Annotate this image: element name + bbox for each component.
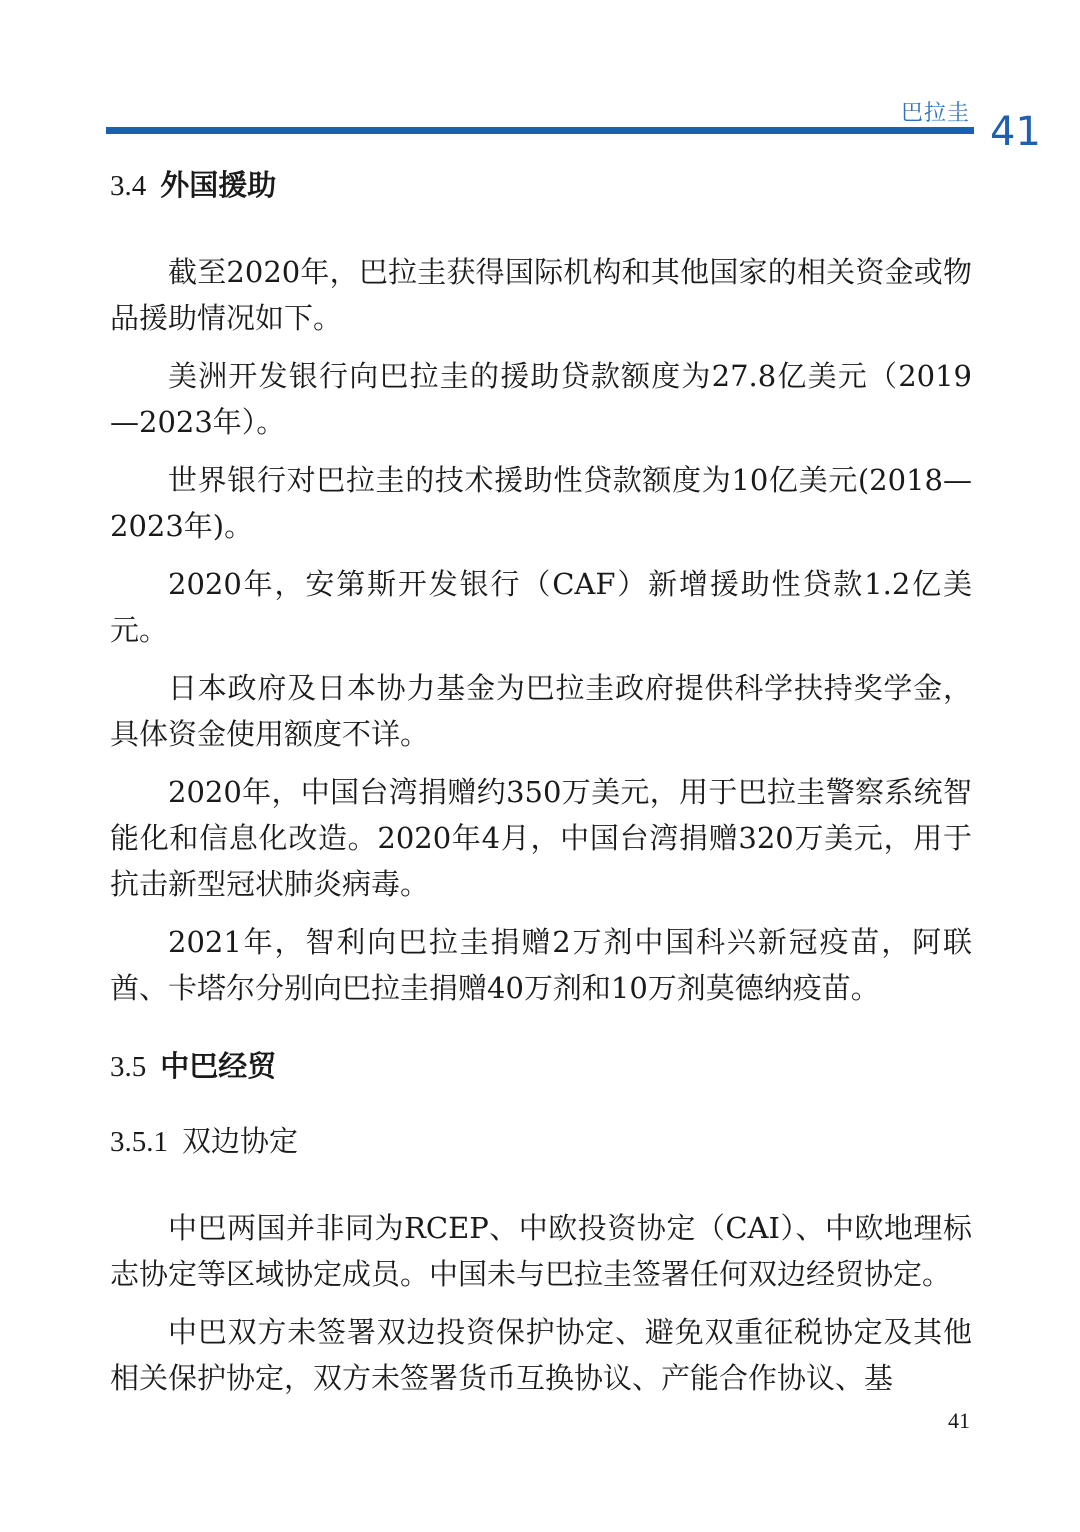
paragraph: 美洲开发银行向巴拉圭的援助贷款额度为27.8亿美元（2019—2023年）。 [110,359,972,439]
section-heading-3-4 [110,160,972,211]
header-rule [106,127,974,134]
paragraph: 世界银行对巴拉圭的技术援助性贷款额度为10亿美元(2018—2023年)。 [110,463,972,543]
paragraph: 中巴两国并非同为RCEP、中欧投资协定（CAI）、中欧地理标志协定等区域协定成员。中国未与巴拉圭签署任何双边经贸协定。 [110,1211,972,1291]
footer-page-number: 41 [948,1408,970,1433]
paragraph: 中巴双方未签署双边投资保护协定、避免双重征税协定及其他相关保护协定，双方未签署货币互换协议、产能合作协议、基 [110,1315,972,1395]
section-heading-3-5 [110,1041,972,1092]
section-title: 外国援助 [160,168,277,202]
section-number: 3.5 [110,1051,147,1083]
subsection-number: 3.5.1 [110,1126,168,1158]
page-body [110,160,972,1401]
section-title: 中巴经贸 [160,1049,277,1083]
paragraph: 2020年，安第斯开发银行（CAF）新增援助性贷款1.2亿美元。 [110,567,972,647]
paragraph: 日本政府及日本协力基金为巴拉圭政府提供科学扶持奖学金，具体资金使用额度不详。 [110,671,972,751]
running-head-title: 巴拉圭 [900,101,970,126]
section-number: 3.4 [110,170,147,202]
header-page-number: 41 [990,109,1041,155]
paragraph: 截至2020年，巴拉圭获得国际机构和其他国家的相关资金或物品援助情况如下。 [110,255,972,335]
paragraph: 2020年，中国台湾捐赠约350万美元，用于巴拉圭警察系统智能化和信息化改造。2020年4月，中国台湾捐赠320万美元，用于抗击新型冠状肺炎病毒。 [110,775,972,901]
subsection-heading-3-5-1 [110,1116,972,1167]
subsection-title: 双边协定 [182,1124,299,1158]
paragraph: 2021年，智利向巴拉圭捐赠2万剂中国科兴新冠疫苗，阿联酋、卡塔尔分别向巴拉圭捐赠40万剂和10万剂莫德纳疫苗。 [110,925,972,1005]
